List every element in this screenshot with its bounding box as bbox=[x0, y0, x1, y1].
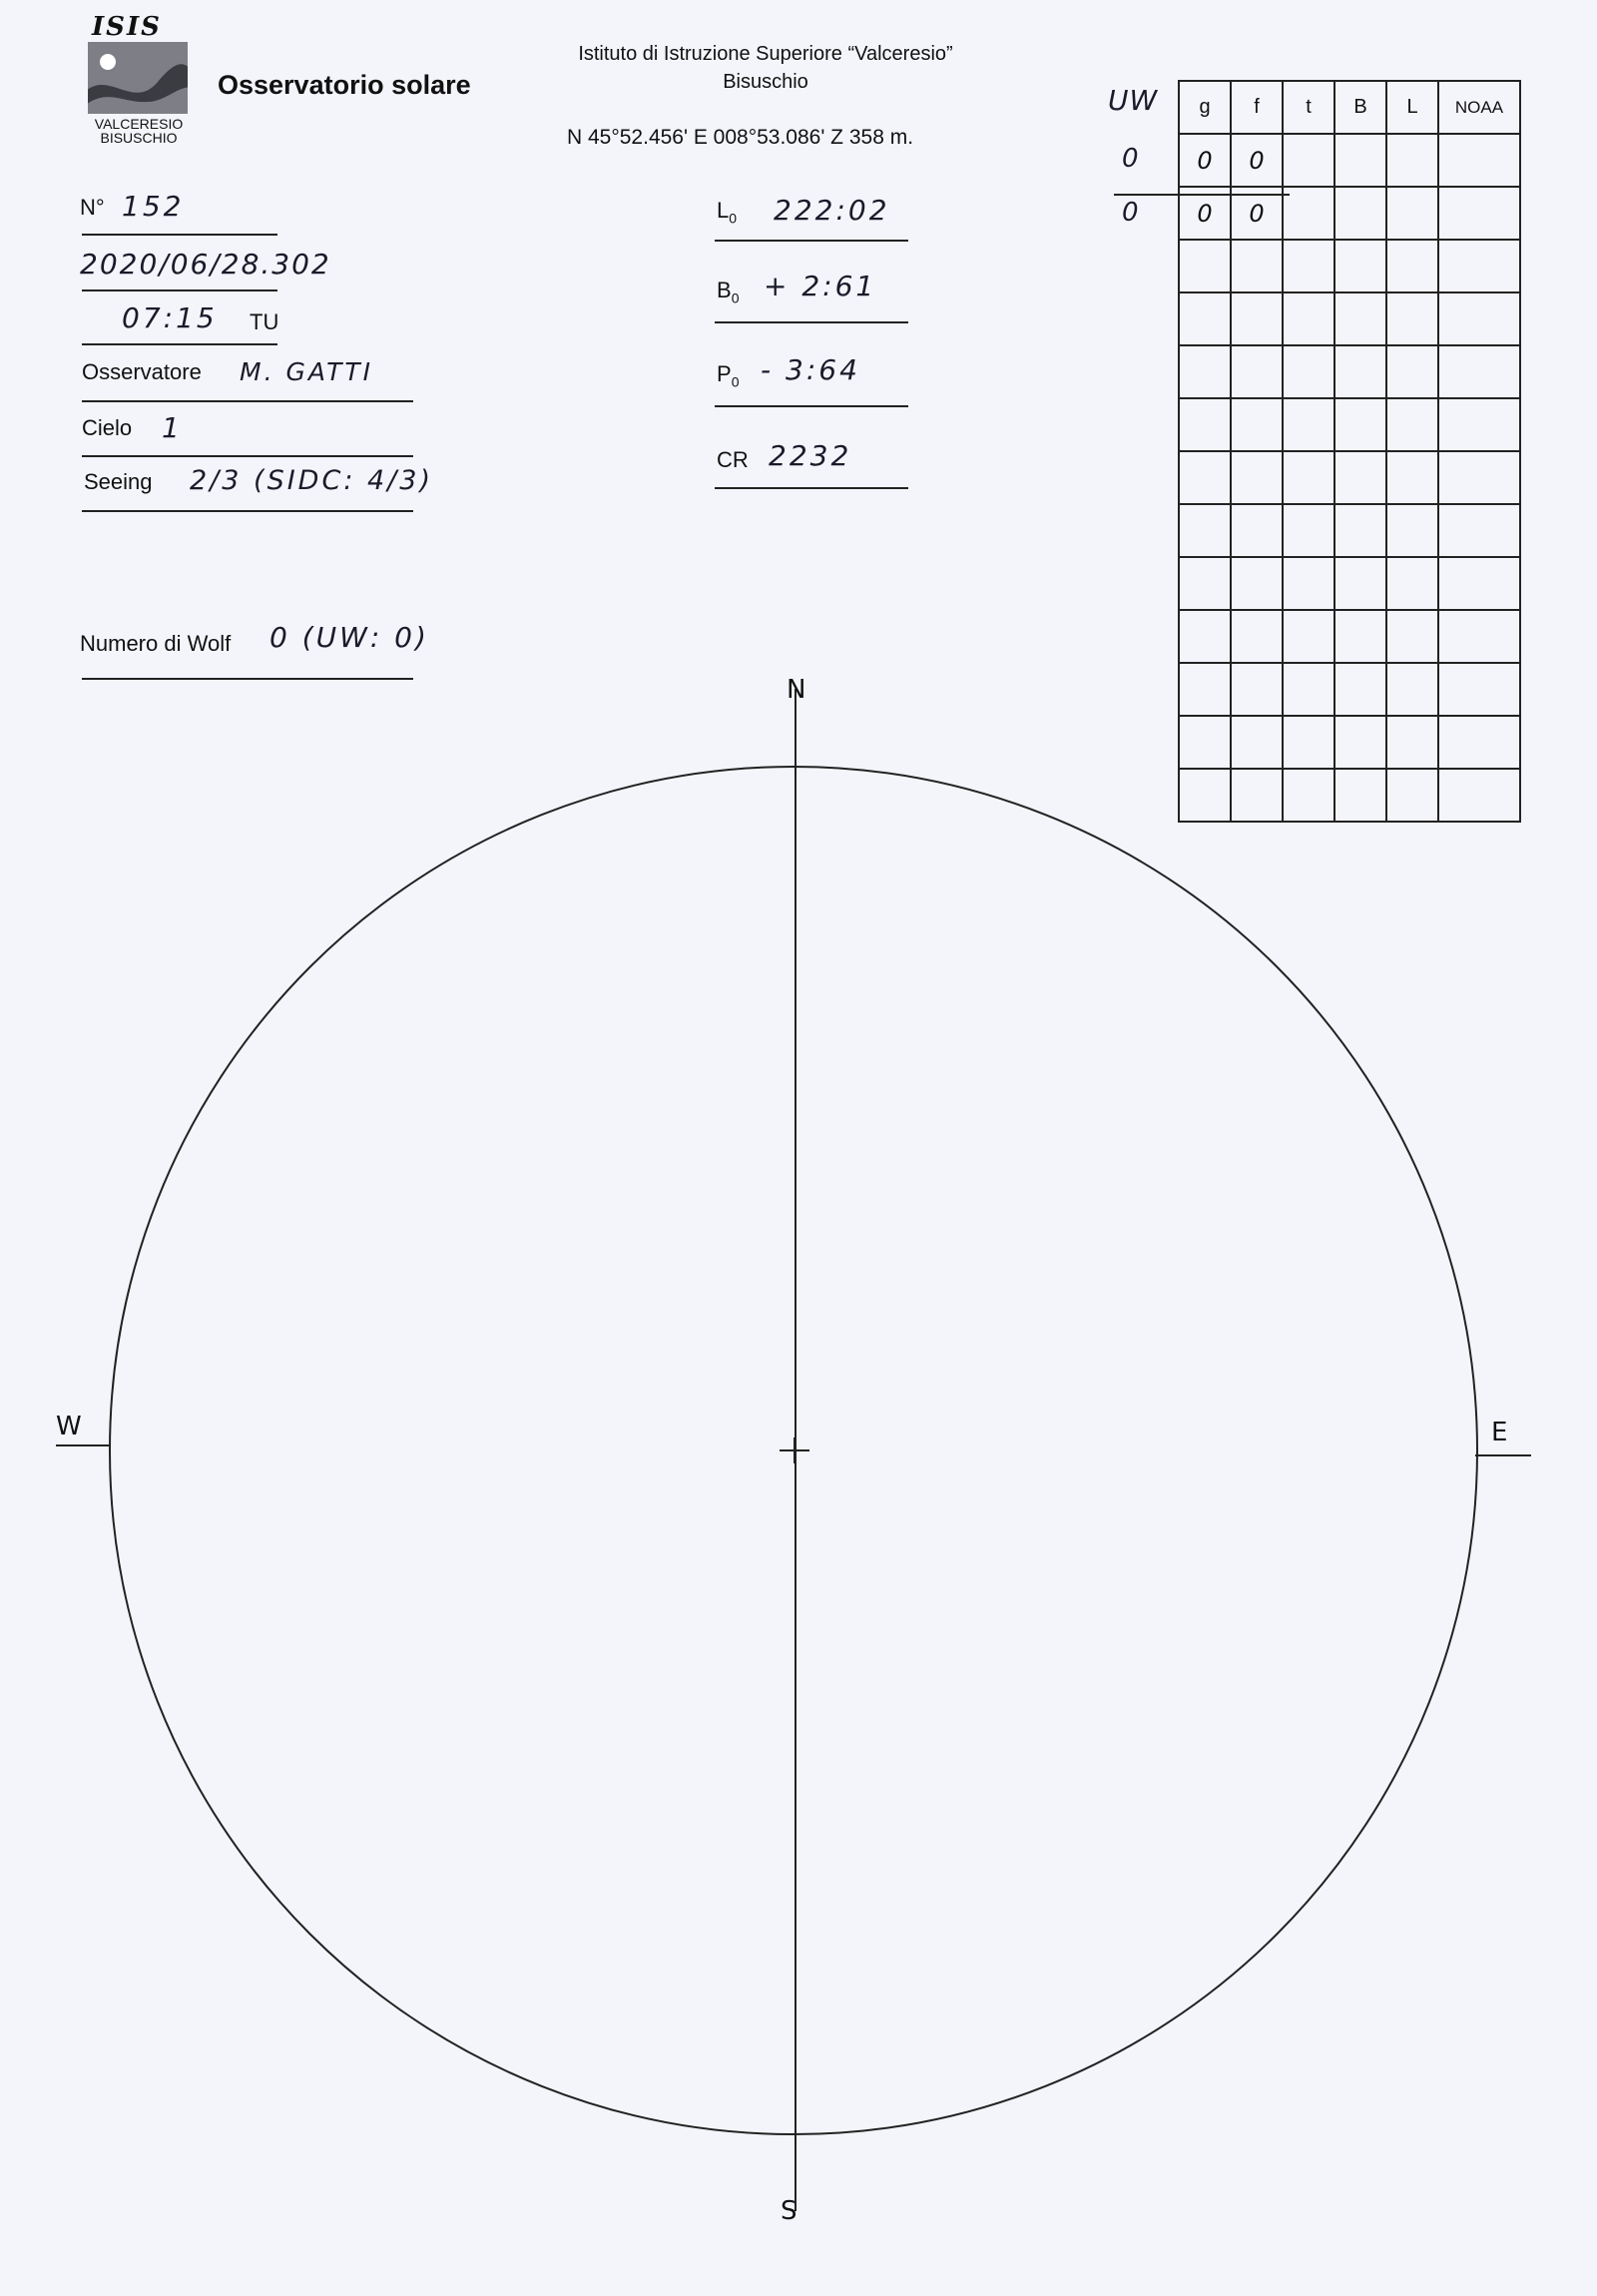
logo-text: ISIS bbox=[92, 12, 162, 42]
west-label: W bbox=[56, 1412, 82, 1441]
l0-value: 222:02 bbox=[774, 194, 890, 227]
uw-row-1: 0 bbox=[1122, 144, 1142, 174]
table-cell: 0 bbox=[1179, 187, 1231, 240]
date-value: 2020/06/28.302 bbox=[80, 248, 331, 281]
carrington-value: 2232 bbox=[769, 439, 852, 472]
institute-line1: Istituto di Istruzione Superiore “Valceresio” bbox=[578, 43, 953, 65]
header-b: B bbox=[1334, 81, 1386, 134]
sky-label: Cielo bbox=[82, 415, 133, 440]
p0-letter: P bbox=[717, 361, 732, 386]
time-value: 07:15 bbox=[122, 301, 218, 334]
header-f: f bbox=[1231, 81, 1283, 134]
logo-caption-line1: VALCERESIO bbox=[94, 116, 184, 132]
number-value: 152 bbox=[122, 190, 185, 223]
sky-value: 1 bbox=[162, 411, 183, 444]
p0-value: - 3:64 bbox=[761, 353, 860, 386]
wolf-number-value: 0 (UW: 0) bbox=[269, 621, 429, 654]
carrington-label: CR bbox=[717, 447, 749, 472]
table-cell: 0 bbox=[1179, 134, 1231, 187]
institute-line2: Bisuschio bbox=[723, 71, 808, 93]
site-coordinates: N 45°52.456' E 008°53.086' Z 358 m. bbox=[567, 126, 914, 149]
uw-header: UW bbox=[1108, 84, 1159, 117]
header-l: L bbox=[1386, 81, 1438, 134]
wolf-number-label: Numero di Wolf bbox=[80, 631, 232, 656]
b0-subscript: 0 bbox=[731, 289, 740, 306]
b0-letter: B bbox=[717, 278, 732, 302]
l0-letter: L bbox=[717, 198, 730, 223]
header-g: g bbox=[1179, 81, 1231, 134]
east-label: E bbox=[1491, 1418, 1508, 1447]
seeing-label: Seeing bbox=[84, 469, 153, 494]
l0-subscript: 0 bbox=[729, 210, 738, 227]
p0-subscript: 0 bbox=[731, 373, 740, 390]
header-t: t bbox=[1283, 81, 1334, 134]
header-noaa: NOAA bbox=[1438, 81, 1520, 134]
observer-label: Osservatore bbox=[82, 359, 202, 384]
b0-value: + 2:61 bbox=[764, 270, 877, 302]
observer-value: M. GATTI bbox=[240, 357, 374, 386]
number-label: N° bbox=[80, 195, 105, 220]
page-title: Osservatorio solare bbox=[218, 70, 471, 100]
south-label: S bbox=[781, 2196, 798, 2226]
table-cell: 0 bbox=[1231, 134, 1283, 187]
north-label: N bbox=[787, 675, 806, 705]
table-cell: 0 bbox=[1231, 187, 1283, 240]
uw-row-2: 0 bbox=[1122, 198, 1142, 228]
time-unit: TU bbox=[250, 309, 279, 334]
logo-caption-line2: BISUSCHIO bbox=[100, 130, 178, 146]
seeing-value: 2/3 (SIDC: 4/3) bbox=[190, 465, 433, 496]
